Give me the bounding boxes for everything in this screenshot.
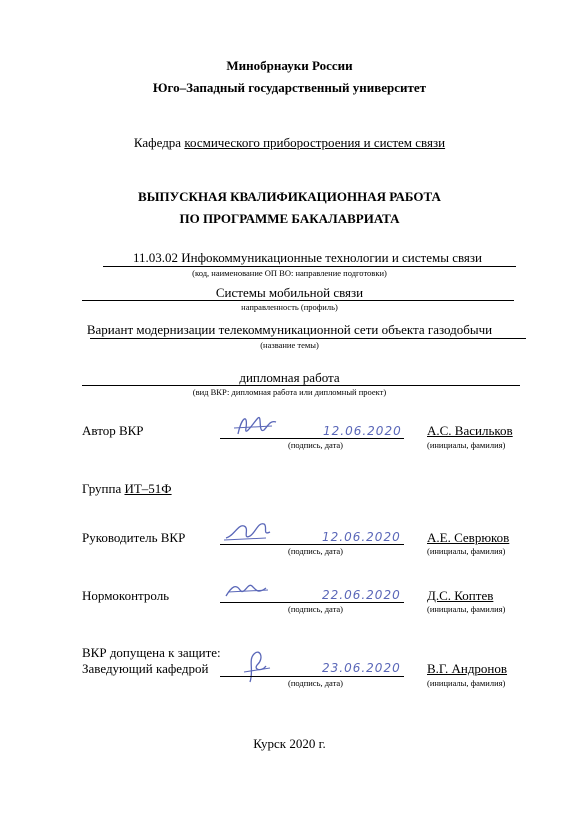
- program-line: [103, 266, 516, 267]
- supervisor-sign-line: [220, 544, 404, 545]
- head-sign-line: [220, 676, 404, 677]
- supervisor-sign-caption: (подпись, дата): [288, 546, 344, 556]
- author-label: Автор ВКР: [82, 423, 144, 438]
- normcontrol-label: Нормоконтроль: [82, 588, 170, 603]
- author-sign-line: [220, 438, 404, 439]
- work-type-line: [82, 385, 520, 386]
- program: 11.03.02 Инфокоммуникационные технологии и системы связи: [133, 250, 483, 265]
- program-caption: (код, наименование ОП ВО: направление подготовки): [192, 268, 387, 278]
- profile-line: [82, 300, 514, 301]
- supervisor-date: 12.06.2020: [322, 530, 401, 544]
- topic-caption: (название темы): [260, 340, 319, 350]
- group: [82, 481, 172, 497]
- normcontrol-name: Д.С. Коптев: [427, 588, 494, 603]
- topic-line: [90, 338, 526, 339]
- admission-label: ВКР допущена к защите:: [82, 645, 221, 660]
- supervisor-name-caption: (инициалы, фамилия): [427, 546, 506, 556]
- title-line-2: ПО ПРОГРАММЕ БАКАЛАВРИАТА: [179, 211, 400, 226]
- normcontrol-signature: [222, 576, 272, 604]
- footer-city-year: Курск 2020 г.: [253, 736, 326, 751]
- university: Юго–Западный государственный университет: [152, 80, 427, 95]
- profile: Системы мобильной связи: [215, 285, 364, 300]
- normcontrol-date: 22.06.2020: [322, 588, 401, 602]
- department: [0, 135, 579, 151]
- normcontrol-name-caption: (инициалы, фамилия): [427, 604, 506, 614]
- supervisor-name: А.Е. Севрюков: [427, 530, 510, 545]
- department-prefix: Кафедра: [133, 135, 182, 150]
- work-type-caption: (вид ВКР: дипломная работа или дипломный проект): [192, 387, 387, 397]
- topic: Вариант модернизации телекоммуникационной сети объекта газодобычи: [86, 322, 493, 337]
- author-sign-caption: (подпись, дата): [288, 440, 344, 450]
- head-date: 23.06.2020: [322, 661, 401, 675]
- group-label: Группа: [82, 481, 122, 496]
- head-sign-caption: (подпись, дата): [288, 678, 344, 688]
- department-name: космического приборостроения и систем связи: [184, 135, 446, 150]
- title-line-1: ВЫПУСКНАЯ КВАЛИФИКАЦИОННАЯ РАБОТА: [138, 189, 441, 204]
- group-value: ИТ–51Ф: [124, 481, 172, 496]
- head-name: В.Г. Андронов: [427, 661, 508, 676]
- supervisor-signature: [222, 516, 274, 546]
- author-name-caption: (инициалы, фамилия): [427, 440, 506, 450]
- normcontrol-sign-line: [220, 602, 404, 603]
- head-name-caption: (инициалы, фамилия): [427, 678, 506, 688]
- supervisor-label: Руководитель ВКР: [82, 530, 186, 545]
- ministry: Минобрнауки России: [226, 58, 353, 73]
- author-name: А.С. Васильков: [427, 423, 513, 438]
- work-type: дипломная работа: [239, 370, 340, 385]
- profile-caption: направленность (профиль): [241, 302, 338, 312]
- head-signature: [240, 646, 274, 686]
- head-label: Заведующий кафедрой: [82, 661, 209, 676]
- author-date: 12.06.2020: [323, 424, 402, 438]
- normcontrol-sign-caption: (подпись, дата): [288, 604, 344, 614]
